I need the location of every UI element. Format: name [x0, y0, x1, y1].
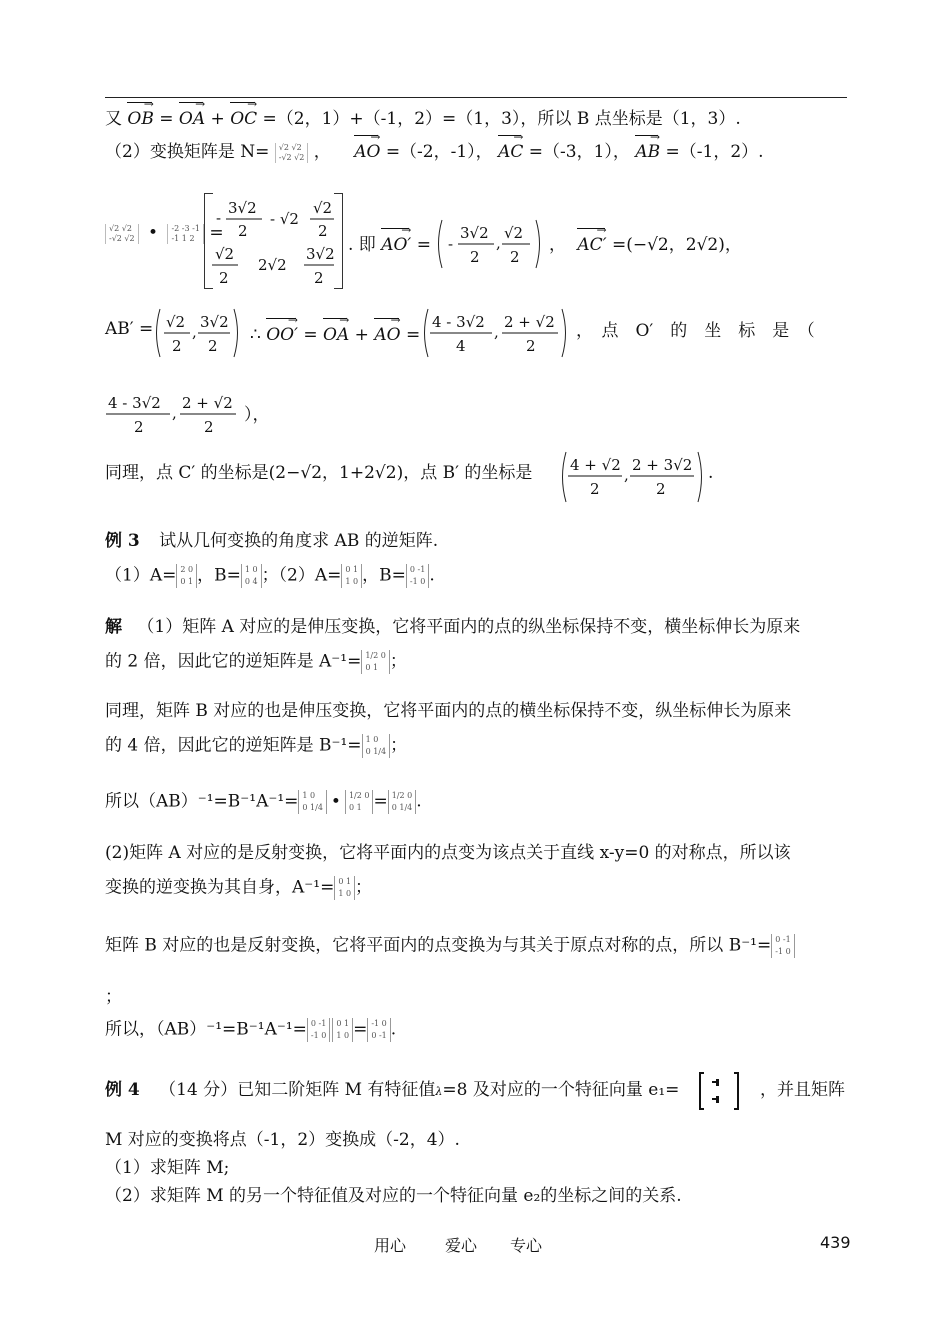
- matrix-ab-inverse-1: [388, 790, 417, 814]
- matrix-a-inverse-2: [334, 876, 355, 900]
- line-transform-matrix: （2）变换矩阵是 N= √2 √2 -√2 √2 ， → AO =（-2，-1）， → AC =（-3，1）， → AB =（-1，2）.: [105, 137, 764, 163]
- solution-line-5: 所以（AB）⁻¹=B⁻¹A⁻¹= 1 0 0 1/4 • 1/2 0 0 1 = 1/2 0 0 1/4 .: [105, 791, 422, 812]
- vector-oa: → OA: [179, 104, 205, 130]
- big-r1c3-num: √2: [313, 199, 333, 217]
- vector-ao: → AO: [354, 137, 380, 163]
- solution-line-10: 所以，（AB）⁻¹=B⁻¹A⁻¹= 0 -1 -1 00 1 1 0 = -1 0 0 -1 .: [105, 1019, 397, 1040]
- svg-text:2: 2: [470, 248, 480, 266]
- line-oo-prime: ∴ → OO′ = → OA + → AO =: [250, 320, 420, 346]
- svg-text:2: 2: [656, 480, 666, 498]
- matrix-row: 1/2 0: [365, 651, 386, 660]
- matrix-row: 0 1/4: [302, 803, 323, 812]
- matrix-b-inverse-1b: [298, 790, 327, 814]
- line-ob-result: 又 → OB = → OA + → OC =（2，1）+（-1，2）=（1，3），所以 B 点坐标是（1，3）.: [105, 104, 741, 130]
- solution-line-3: 同理，矩阵 B 对应的也是伸压变换，它将平面内的点的横坐标保持不变，纵坐标伸长为原来: [105, 701, 792, 721]
- solution-line-8: 矩阵 B 对应的也是反射变换，它将平面内的点变换为与其关于原点对称的点，所以 B⁻¹= 0 -1 -1 0: [105, 934, 795, 958]
- matrix-row: 1 0: [244, 565, 258, 574]
- b-prime-coordinate: [558, 450, 708, 504]
- big-r2c1-den: 2: [219, 269, 229, 287]
- vector-ao-2: → AO: [374, 320, 400, 346]
- matrix-a-inverse-2b: [332, 1018, 353, 1042]
- solution-line-4: 的 4 倍，因此它的逆矩阵是 B⁻¹= 1 0 0 1/4 ；: [105, 735, 408, 756]
- example-4-line-1-end: ，并且矩阵: [760, 1080, 845, 1100]
- vector-oc: → OC: [230, 104, 257, 130]
- line-o-prime-coord-text: ， 点 O′ 的 坐 标 是 （: [576, 321, 815, 341]
- svg-text:2: 2: [510, 248, 520, 266]
- ab-prime-vector-value: [152, 307, 244, 359]
- line-ab-prime-label: AB′ =: [105, 319, 154, 339]
- matrix-row: 1 0: [302, 791, 316, 800]
- matrix-row: 0 1: [338, 877, 352, 886]
- solution-line-2: 的 2 倍，因此它的逆矩阵是 A⁻¹= 1/2 0 0 1 ；: [105, 651, 407, 672]
- example-3-header: 例 3 试从几何变换的角度求 AB 的逆矩阵.: [105, 531, 439, 551]
- line-matrix-product: √2 √2 -√2 √2 • -2 -3 -1 -1 1 2 =: [105, 222, 224, 244]
- svg-text:2: 2: [204, 418, 214, 436]
- svg-text:2: 2: [590, 480, 600, 498]
- svg-text:3√2: 3√2: [460, 224, 489, 242]
- matrix-row: 0 1: [348, 803, 362, 812]
- oo-prime-vector-value: [420, 307, 572, 359]
- matrix-row: 0 1: [365, 663, 379, 672]
- big-r1c1-num: 3√2: [228, 199, 257, 217]
- line-c-b-prime: 同理，点 C′ 的坐标是(2−√2，1+2√2)，点 B′ 的坐标是: [105, 463, 533, 483]
- example-3-matrices: （1）A= 2 0 0 1 ，B= 1 0 0 4 ；（2）A= 0 1 1 0 ，B= 0 -1 -1 0 .: [105, 565, 435, 586]
- matrix-row: -1 0: [775, 947, 791, 956]
- footer-motto-1: 用心: [374, 1236, 407, 1255]
- matrix-n-small-2: √2 √2 -√2 √2: [105, 224, 139, 244]
- svg-text:2 + √2: 2 + √2: [182, 394, 233, 412]
- matrix-a2: [341, 564, 362, 588]
- matrix-row: 0 1: [180, 577, 194, 586]
- example-4-line-1: 例 4 （14 分）已知二阶矩阵 M 有特征值λ=8 及对应的一个特征向量 e₁=: [105, 1080, 680, 1100]
- svg-text:2 + √2: 2 + √2: [504, 313, 555, 331]
- matrix-a-inverse-1: [361, 650, 390, 674]
- matrix-b2: [406, 564, 429, 588]
- big-r1-sign: -: [216, 209, 222, 227]
- big-r2c1-num: √2: [215, 245, 235, 263]
- page-number: 439: [820, 1233, 851, 1252]
- solution-line-9: ；: [105, 987, 122, 1007]
- vector-ob: → OB: [127, 104, 153, 130]
- matrix-row: 0 -1: [371, 1031, 387, 1040]
- big-r2c2: 2√2: [258, 256, 287, 274]
- example-4-question-2: （2）求矩阵 M 的另一个特征值及对应的一个特征向量 e₂的坐标之间的关系.: [105, 1186, 682, 1206]
- matrix-row: 1/2 0: [391, 791, 413, 800]
- matrix-row: -1 0: [409, 577, 426, 586]
- matrix-row: 1 0: [345, 577, 359, 586]
- example-4-question-1: （1）求矩阵 M;: [105, 1158, 230, 1178]
- o-prime-coordinate: [104, 388, 244, 440]
- vector-ao-prime: → AO′: [381, 230, 411, 256]
- solution-line-7: 变换的逆变换为其自身，A⁻¹= 0 1 1 0 ；: [105, 877, 373, 898]
- matrix-a-inverse-1b: [345, 790, 374, 814]
- solution-label: 解: [105, 617, 122, 637]
- matrix-b-inverse-2b: [307, 1018, 330, 1042]
- eigenvector-e1: [698, 1071, 740, 1111]
- matrix-points-small: -2 -3 -1 -1 1 2: [167, 224, 203, 244]
- svg-text:4 - 3√2: 4 - 3√2: [432, 313, 485, 331]
- svg-text:2 + 3√2: 2 + 3√2: [632, 456, 693, 474]
- matrix-ab-inverse-2: [367, 1018, 390, 1042]
- matrix-row: 1 0: [336, 1031, 350, 1040]
- vector-oa-2: → OA: [323, 320, 349, 346]
- matrix-row: -1 0: [371, 1019, 387, 1028]
- svg-text:4: 4: [456, 337, 466, 355]
- matrix-n-small: √2 √2 -√2 √2: [275, 143, 309, 163]
- ao-prime-vector-value: [434, 218, 546, 270]
- matrix-row: 0 4: [244, 577, 258, 586]
- matrix-b-inverse-2: [771, 934, 794, 958]
- svg-text:,: ,: [624, 466, 629, 484]
- svg-text:4 - 3√2: 4 - 3√2: [108, 394, 161, 412]
- matrix-row: 1/2 0: [348, 791, 370, 800]
- svg-text:4 + √2: 4 + √2: [570, 456, 621, 474]
- svg-text:,: ,: [172, 404, 177, 422]
- vector-ab: → AB: [635, 137, 660, 163]
- example-3-label: 例 3: [105, 531, 140, 551]
- example-4-label: 例 4: [105, 1080, 140, 1100]
- svg-text:2: 2: [172, 337, 182, 355]
- matrix-b1: [241, 564, 262, 588]
- matrix-row: 0 -1: [775, 935, 791, 944]
- matrix-row: 0 -1: [409, 565, 426, 574]
- footer-motto-3: 专心: [510, 1236, 543, 1255]
- example-4-line-2: M 对应的变换将点（-1，2）变换成（-2，4）.: [105, 1130, 460, 1150]
- solution-line-6: (2)矩阵 A 对应的是反射变换，它将平面内的点变为该点关于直线 x-y=0 的对称点，所以该: [105, 843, 791, 863]
- svg-text:2: 2: [208, 337, 218, 355]
- big-r1c1-den: 2: [238, 222, 248, 240]
- solution-line-1: 解 （1）矩阵 A 对应的是伸压变换，它将平面内的点的纵坐标保持不变，横坐标伸长为原来: [105, 617, 801, 637]
- svg-text:2: 2: [526, 337, 536, 355]
- svg-text:2: 2: [134, 418, 144, 436]
- matrix-row: 0 1: [336, 1019, 350, 1028]
- matrix-row: 1 0: [365, 735, 379, 744]
- vector-ac-prime: → AC′: [577, 230, 606, 256]
- big-result-matrix: [210, 193, 336, 289]
- matrix-a1: [176, 564, 197, 588]
- matrix-row: 1 0: [338, 889, 352, 898]
- svg-text:,: ,: [192, 323, 197, 341]
- svg-text:3√2: 3√2: [200, 313, 229, 331]
- header-rule: [105, 97, 847, 98]
- big-r2c3-den: 2: [314, 269, 324, 287]
- line-o-prime-close: ），: [244, 405, 270, 425]
- vector-ac: → AC: [498, 137, 523, 163]
- big-r1c2: - √2: [270, 210, 299, 228]
- line-ac-prime: ， → AC′ =(−√2，2√2)，: [549, 230, 742, 256]
- svg-text:,: ,: [494, 323, 499, 341]
- svg-text:,: ,: [496, 234, 501, 252]
- line-ao-prime: . 即 → AO′ =: [348, 230, 431, 256]
- matrix-row: -1 0: [310, 1031, 327, 1040]
- line-c-b-prime-end: .: [708, 463, 714, 483]
- matrix-row: 0 -1: [310, 1019, 327, 1028]
- matrix-row: 0 1/4: [365, 747, 387, 756]
- svg-text:-: -: [448, 235, 454, 253]
- matrix-row: 0 1: [345, 565, 359, 574]
- matrix-b-inverse-1: [362, 734, 391, 758]
- big-r1c3-den: 2: [318, 222, 328, 240]
- big-r2c3-num: 3√2: [306, 245, 335, 263]
- vector-oo-prime: → OO′: [266, 320, 298, 346]
- matrix-row: 2 0: [180, 565, 194, 574]
- svg-text:√2: √2: [166, 313, 186, 331]
- matrix-row: 0 1/4: [391, 803, 413, 812]
- footer-motto-2: 爱心: [445, 1236, 478, 1255]
- svg-text:√2: √2: [504, 224, 524, 242]
